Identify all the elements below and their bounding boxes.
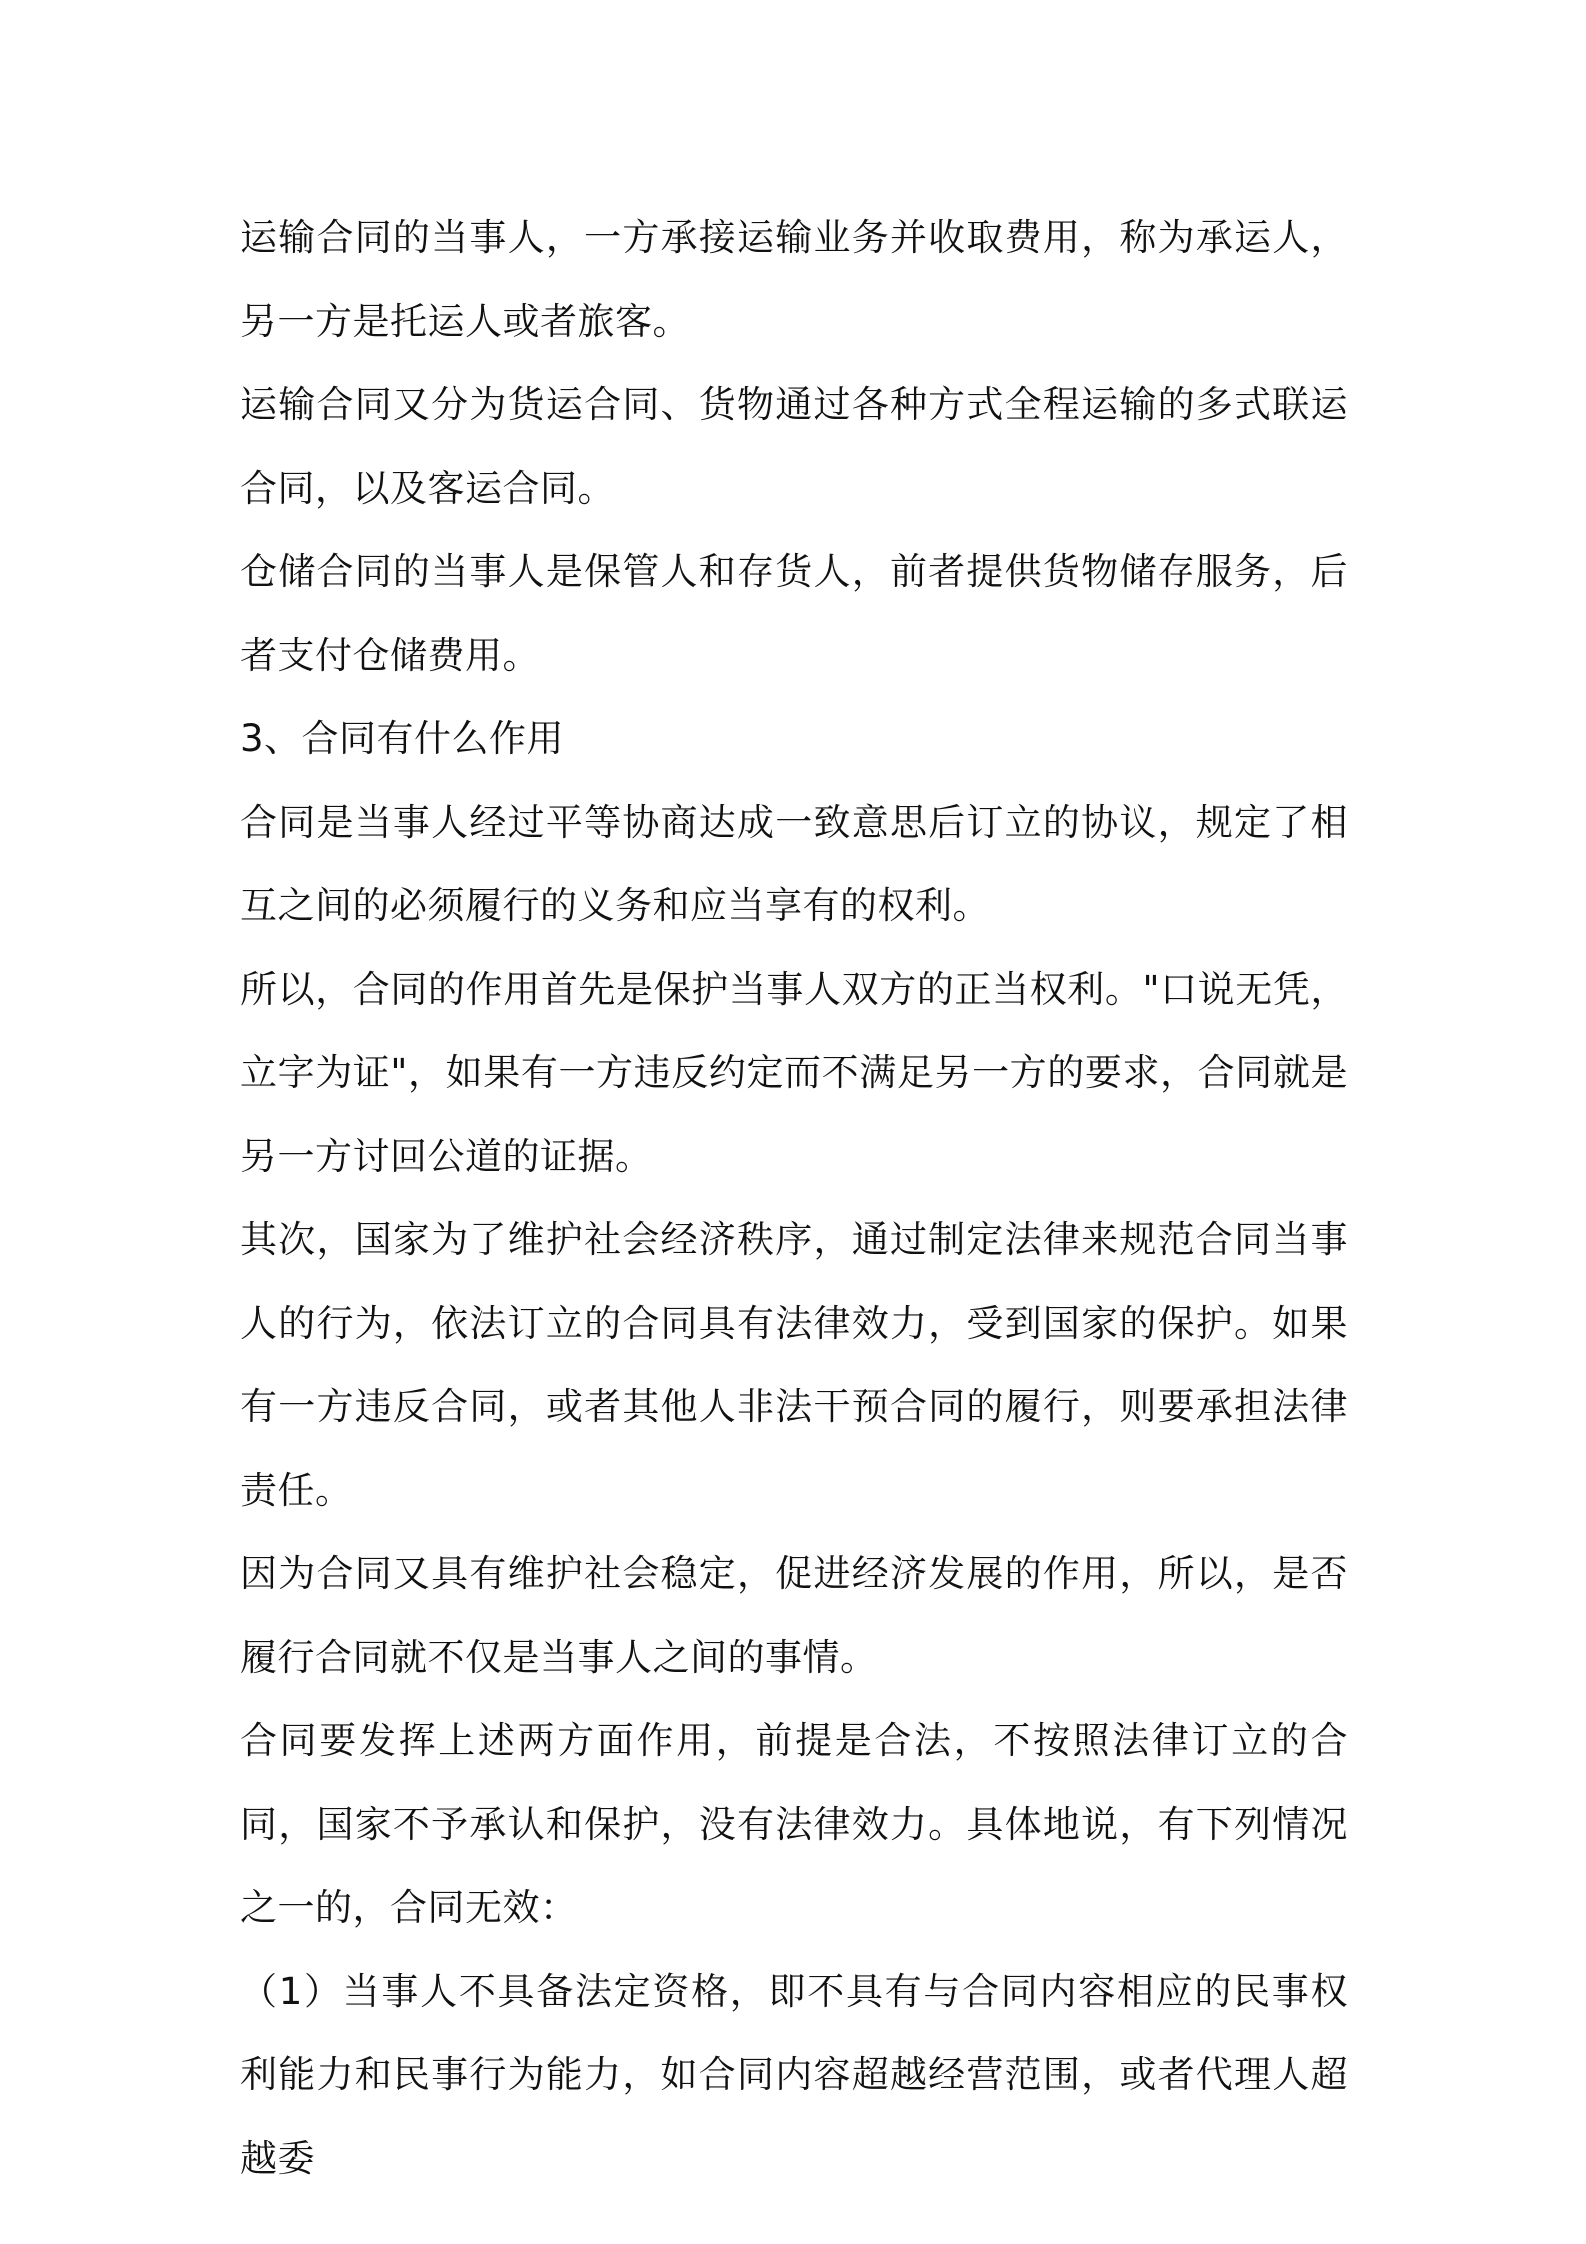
paragraph-warehousing: 仓储合同的当事人是保管人和存货人，前者提供货物储存服务，后者支付仓储费用。 (240, 550, 1348, 677)
paragraph-state-regulation: 其次，国家为了维护社会经济秩序，通过制定法律来规范合同当事人的行为，依法订立的合同具有法律效力，受到国家的保护。如果有一方违反合同，或者其他人非法干预合同的履行，则要承担法律责任。 (240, 1218, 1348, 1512)
paragraph-contract-protection: 所以，合同的作用首先是保护当事人双方的正当权利。"口说无凭，立字为证"，如果有一方违反约定而不满足另一方的要求，合同就是另一方讨回公道的证据。 (240, 967, 1348, 1178)
document-body (240, 196, 1348, 2200)
paragraph-contract-definition: 合同是当事人经过平等协商达成一致意思后订立的协议，规定了相互之间的必须履行的义务和应当享有的权利。 (240, 800, 1348, 927)
list-item-1: （1）当事人不具备法定资格，即不具有与合同内容相应的民事权利能力和民事行为能力，如合同内容超越经营范围，或者代理人超越委 (240, 1969, 1348, 2180)
paragraph-legality: 合同要发挥上述两方面作用，前提是合法，不按照法律订立的合同，国家不予承认和保护，没有法律效力。具体地说，有下列情况之一的，合同无效： (240, 1719, 1348, 1929)
paragraph-transport-types: 运输合同又分为货运合同、货物通过各种方式全程运输的多式联运合同，以及客运合同。 (240, 383, 1348, 510)
paragraph-social-stability: 因为合同又具有维护社会稳定，促进经济发展的作用，所以，是否履行合同就不仅是当事人之间的事情。 (240, 1552, 1348, 1679)
section-heading: 3、合同有什么作用 (240, 717, 565, 760)
paragraph-transport-parties: 运输合同的当事人，一方承接运输业务并收取费用，称为承运人，另一方是托运人或者旅客。 (240, 216, 1348, 343)
